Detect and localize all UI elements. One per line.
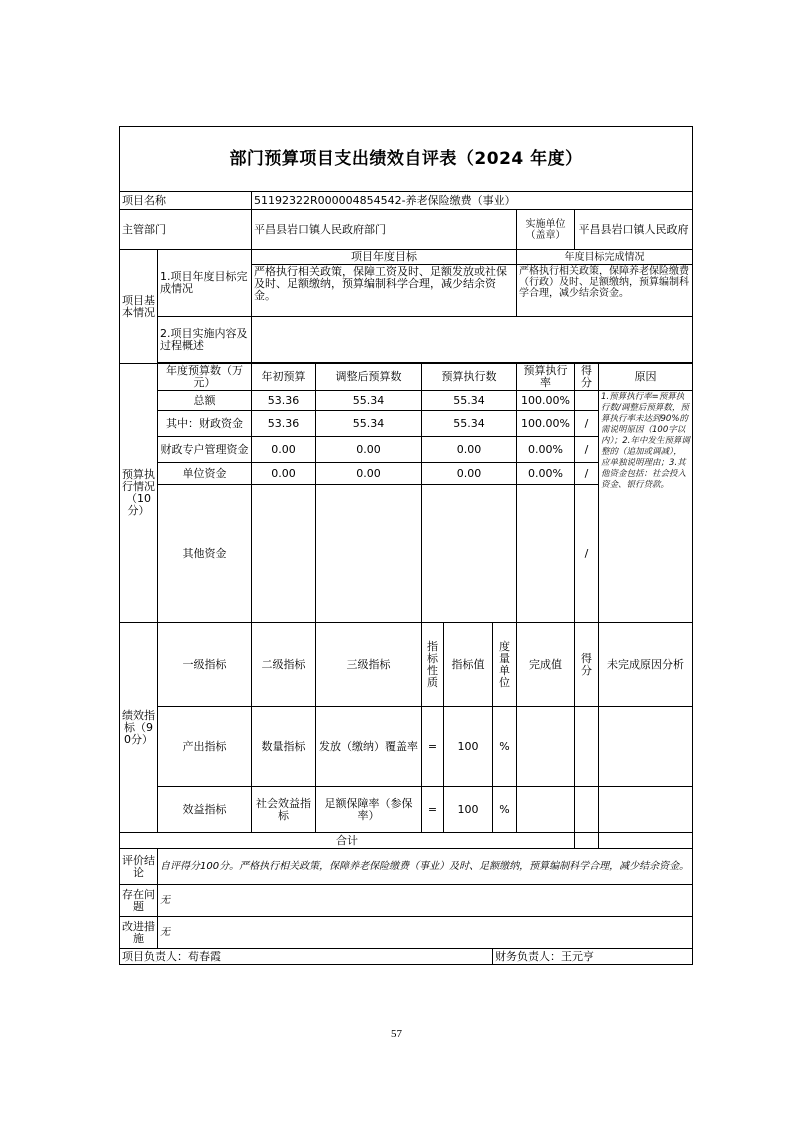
budget-row-adjusted bbox=[316, 485, 422, 623]
budget-row-initial: 53.36 bbox=[252, 411, 316, 437]
basic-info-label: 项目基本情况 bbox=[120, 250, 158, 364]
perf-row bbox=[120, 787, 693, 833]
perf-header-nature: 指标性质 bbox=[422, 623, 444, 707]
budget-row-score: / bbox=[575, 437, 599, 463]
budget-section-label: 预算执行情况（10分） bbox=[120, 364, 158, 623]
form-title: 部门预算项目支出绩效自评表（2024 年度） bbox=[120, 127, 693, 192]
improve-text: 无 bbox=[158, 917, 693, 949]
budget-row-score: / bbox=[575, 411, 599, 437]
dept-value: 平昌县岩口镇人民政府部门 bbox=[252, 210, 517, 250]
done-text: 严格执行相关政策，保障养老保险缴费（行政）及时、足额缴纳，预算编制科学合理，减少结余资金。 bbox=[517, 265, 693, 317]
finance-leader bbox=[493, 949, 693, 965]
budget-row-executed: 55.34 bbox=[422, 391, 517, 411]
goal-text: 严格执行相关政策，保障工资及时、足额发放或社保及时、足额缴纳，预算编制科学合理，减少结余资金。 bbox=[252, 265, 517, 317]
budget-row-rate: 100.00% bbox=[517, 411, 575, 437]
perf-row bbox=[120, 707, 693, 787]
total-reason bbox=[599, 833, 693, 849]
perf-reason bbox=[599, 707, 693, 787]
budget-row-executed: 0.00 bbox=[422, 463, 517, 485]
budget-row-initial: 0.00 bbox=[252, 437, 316, 463]
budget-row-name: 其他资金 bbox=[158, 485, 252, 623]
total-score bbox=[575, 833, 599, 849]
issue-label: 存在问题 bbox=[120, 885, 158, 917]
total-label: 合计 bbox=[120, 833, 575, 849]
goal-header: 项目年度目标 bbox=[252, 250, 517, 265]
perf-level3: 发放（缴纳）覆盖率 bbox=[316, 707, 422, 787]
perf-section-label: 绩效指标（90分） bbox=[120, 623, 158, 833]
perf-level2: 社会效益指标 bbox=[252, 787, 316, 833]
budget-row bbox=[120, 391, 693, 411]
budget-row-name: 总额 bbox=[158, 391, 252, 411]
perf-unit: % bbox=[493, 787, 517, 833]
budget-row-rate bbox=[517, 485, 575, 623]
budget-reason-note: 1.预算执行率=预算执行数/调整后预算数，预算执行率未达到90%的需说明原因（100字以内）；2.年中发生预算调整的（追加或调减），应单独说明理由；3.其他资金包括：社会投入资金、银行贷款。 bbox=[599, 391, 693, 623]
perf-level1: 产出指标 bbox=[158, 707, 252, 787]
perf-score bbox=[575, 707, 599, 787]
perf-done bbox=[517, 787, 575, 833]
budget-row-name: 财政专户管理资金 bbox=[158, 437, 252, 463]
process-text bbox=[252, 317, 693, 363]
goal-row-label: 1.项目年度目标完成情况 bbox=[158, 250, 252, 317]
perf-header-unit: 度量单位 bbox=[493, 623, 517, 707]
perf-value: 100 bbox=[444, 787, 493, 833]
budget-row-executed: 55.34 bbox=[422, 411, 517, 437]
budget-row-adjusted: 55.34 bbox=[316, 391, 422, 411]
budget-row-score: / bbox=[575, 463, 599, 485]
budget-header-reason: 原因 bbox=[599, 364, 693, 391]
project-leader bbox=[120, 949, 493, 965]
budget-row-score: / bbox=[575, 485, 599, 623]
project-leader-name: 苟春霞 bbox=[188, 949, 221, 963]
perf-header-reason: 未完成原因分析 bbox=[599, 623, 693, 707]
issue-text: 无 bbox=[158, 885, 693, 917]
dept-label: 主管部门 bbox=[120, 210, 252, 250]
perf-level1: 效益指标 bbox=[158, 787, 252, 833]
improve-label: 改进措施 bbox=[120, 917, 158, 949]
budget-row-name: 单位资金 bbox=[158, 463, 252, 485]
budget-row-rate: 0.00% bbox=[517, 437, 575, 463]
perf-nature: = bbox=[422, 707, 444, 787]
perf-level3: 足额保障率（参保率） bbox=[316, 787, 422, 833]
budget-header-initial: 年初预算 bbox=[252, 364, 316, 391]
budget-header-annual: 年度预算数（万元） bbox=[158, 364, 252, 391]
perf-header-done: 完成值 bbox=[517, 623, 575, 707]
perf-value: 100 bbox=[444, 707, 493, 787]
perf-reason bbox=[599, 787, 693, 833]
budget-header-rate: 预算执行率 bbox=[517, 364, 575, 391]
budget-row-initial: 53.36 bbox=[252, 391, 316, 411]
finance-leader-label: 财务负责人： bbox=[495, 949, 561, 963]
budget-row-rate: 0.00% bbox=[517, 463, 575, 485]
perf-header-level1: 一级指标 bbox=[158, 623, 252, 707]
evaluation-table bbox=[119, 126, 693, 965]
page-number: 57 bbox=[391, 1028, 402, 1040]
budget-row-executed: 0.00 bbox=[422, 437, 517, 463]
budget-row-adjusted: 0.00 bbox=[316, 437, 422, 463]
perf-header-level3: 三级指标 bbox=[316, 623, 422, 707]
budget-row-adjusted: 55.34 bbox=[316, 411, 422, 437]
budget-row-initial: 0.00 bbox=[252, 463, 316, 485]
perf-level2: 数量指标 bbox=[252, 707, 316, 787]
project-name-label: 项目名称 bbox=[120, 192, 252, 210]
evaluation-form bbox=[119, 126, 692, 965]
budget-row-adjusted: 0.00 bbox=[316, 463, 422, 485]
project-leader-label: 项目负责人： bbox=[122, 949, 188, 963]
budget-row-rate: 100.00% bbox=[517, 391, 575, 411]
conclusion-label: 评价结论 bbox=[120, 849, 158, 885]
perf-score bbox=[575, 787, 599, 833]
done-header: 年度目标完成情况 bbox=[517, 250, 693, 265]
process-label: 2.项目实施内容及过程概述 bbox=[158, 317, 252, 363]
project-name-value: 51192322R000004854542-养老保险缴费（事业） bbox=[252, 192, 693, 210]
finance-leader-name: 王元亨 bbox=[561, 949, 594, 963]
budget-row-name: 其中：财政资金 bbox=[158, 411, 252, 437]
budget-row-initial bbox=[252, 485, 316, 623]
budget-row-score bbox=[575, 391, 599, 411]
impl-unit-label: 实施单位（盖章） bbox=[517, 210, 575, 250]
budget-row-executed bbox=[422, 485, 517, 623]
conclusion-text: 自评得分100分。严格执行相关政策，保障养老保险缴费（事业）及时、足额缴纳，预算编制科学合理，减少结余资金。 bbox=[158, 849, 693, 885]
perf-done bbox=[517, 707, 575, 787]
impl-unit-value: 平昌县岩口镇人民政府 bbox=[575, 210, 693, 250]
budget-header-score: 得分 bbox=[575, 364, 599, 391]
perf-unit: % bbox=[493, 707, 517, 787]
perf-header-level2: 二级指标 bbox=[252, 623, 316, 707]
budget-header-executed: 预算执行数 bbox=[422, 364, 517, 391]
budget-header-adjusted: 调整后预算数 bbox=[316, 364, 422, 391]
perf-nature: = bbox=[422, 787, 444, 833]
perf-header-value: 指标值 bbox=[444, 623, 493, 707]
perf-header-score: 得分 bbox=[575, 623, 599, 707]
